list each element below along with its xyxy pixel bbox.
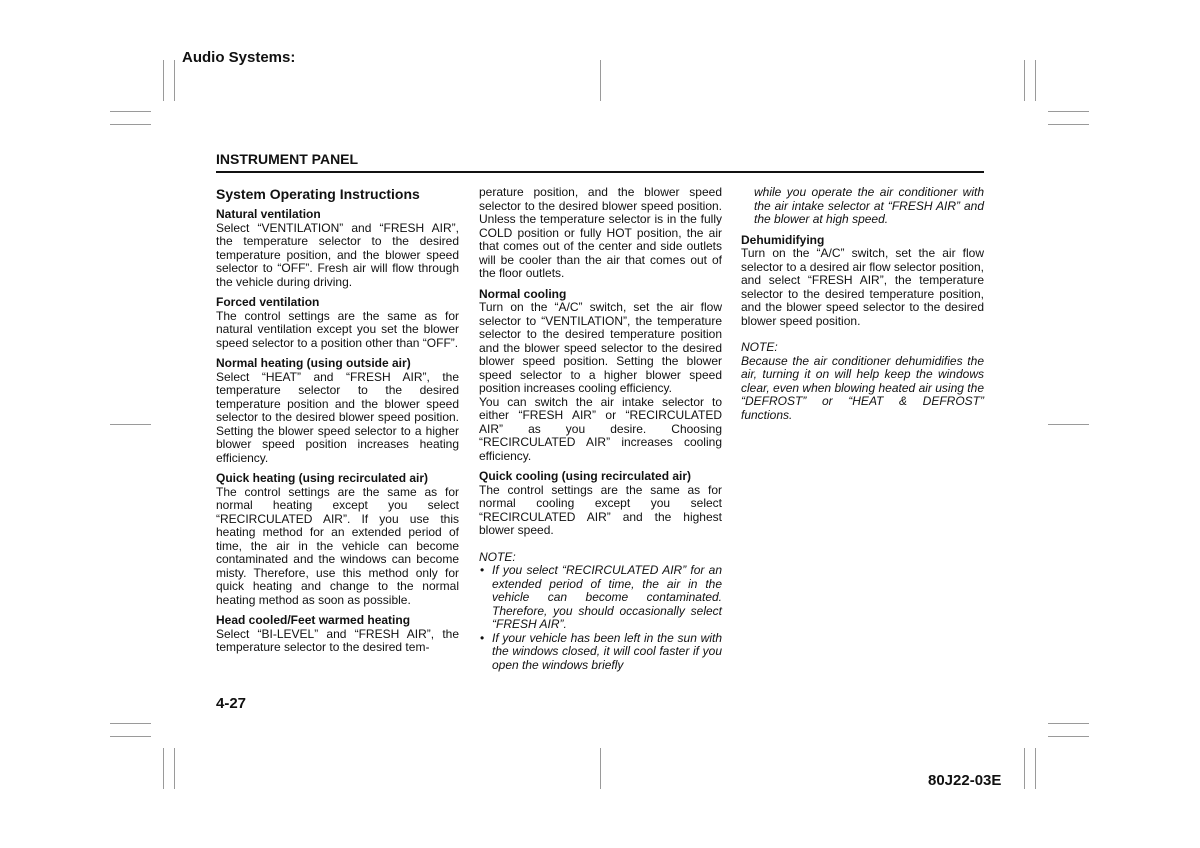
crop-mark — [1048, 736, 1089, 737]
column-1 — [216, 186, 459, 655]
crop-mark — [1048, 424, 1089, 425]
paragraph: Select “VENTILATION” and “FRESH AIR”, the temperature selector to the desired temperature position, and the blower speed selector to “OFF”. Fresh air will flow through the vehicle during driving. — [216, 220, 459, 289]
crop-mark — [1035, 748, 1036, 789]
subheading-dehumidifying: Dehumidifying — [741, 232, 825, 247]
column-2 — [479, 186, 722, 672]
subheading-forced-ventilation: Forced ventilation — [216, 295, 320, 309]
crop-mark — [1048, 111, 1089, 112]
note-label: NOTE: — [479, 549, 516, 564]
paragraph: Select “BI-LEVEL” and “FRESH AIR”, the temperature selector to the desired tem- — [216, 626, 459, 654]
crop-mark — [600, 60, 601, 101]
crop-mark — [110, 736, 151, 737]
running-title: Audio Systems: — [182, 49, 296, 66]
section-heading: System Operating Instructions — [216, 186, 420, 202]
document-code: 80J22-03E — [928, 772, 1002, 789]
crop-mark — [174, 748, 175, 789]
crop-mark — [163, 60, 164, 101]
paragraph: The control settings are the same as for normal cooling except you select “RECIRCULATED AIR” and the highest blower speed. — [479, 482, 722, 537]
paragraph: You can switch the air intake selector to either “FRESH AIR” or “RECIRCULATED AIR” as you desire. Choosing “RECIRCULATED AIR” increases cooling efficiency. — [479, 394, 722, 463]
subheading-quick-cooling: Quick cooling (using recirculated air) — [479, 469, 692, 483]
paragraph: Turn on the “A/C” switch, set the air flow selector to “VENTILATION”, the temperature selector to the desired temperature position and the blower speed selector to the desired blower speed position. Setting the blower speed selector to a higher blower speed position increases cooling efficiency. — [479, 300, 722, 395]
note-list — [479, 564, 722, 672]
note-item: • If you select “RECIRCULATED AIR” for an extended period of time, the air in the vehicle can become contaminated. Therefore, you should occasionally select “FRESH AIR”. — [479, 564, 722, 632]
column-3 — [741, 186, 984, 422]
crop-mark — [1024, 60, 1025, 101]
paragraph: The control settings are the same as for normal heating except you select “RECIRCULATED AIR”. If you use this heating method for an extended period of time, the air in the vehicle can become contaminated and the windows can become misty. Therefore, use this method only for quick heating and change to the normal heating method as soon as possible. — [216, 484, 459, 607]
note-label: NOTE: — [741, 340, 778, 354]
crop-mark — [1048, 124, 1089, 125]
note-item: • If your vehicle has been left in the sun with the windows closed, it will cool faster if you open the windows briefly — [479, 632, 722, 673]
subheading-normal-cooling: Normal cooling — [479, 286, 567, 301]
crop-mark — [174, 60, 175, 101]
subheading-natural-ventilation: Natural ventilation — [216, 207, 321, 221]
crop-mark — [600, 748, 601, 789]
crop-mark — [163, 748, 164, 789]
crop-mark — [110, 111, 151, 112]
paragraph: perature position, and the blower speed selector to the desired blower speed position. Unless the temperature selector is in the fully COLD position or fully HOT position, the air that comes out of the center and side outlets will be cooler than the air that comes out of the floor outlets. — [479, 185, 722, 280]
subheading-head-cooled: Head cooled/Feet warmed heating — [216, 613, 411, 627]
page-number: 4-27 — [216, 695, 247, 712]
crop-mark — [1024, 748, 1025, 789]
paragraph: The control settings are the same as for natural ventilation except you set the blower speed selector to a position other than “OFF”. — [216, 308, 459, 350]
section-header: INSTRUMENT PANEL — [216, 151, 984, 173]
crop-mark — [110, 124, 151, 125]
note-continuation: while you operate the air conditioner with the air intake selector at “FRESH AIR” and the blower at high speed. — [754, 185, 984, 226]
subheading-quick-heating: Quick heating (using recirculated air) — [216, 471, 429, 485]
paragraph: Select “HEAT” and “FRESH AIR”, the temperature selector to the desired temperature position and the blower speed selector to the desired blower speed position. Setting the blower speed selector to a higher blower speed position increases heating efficiency. — [216, 369, 459, 465]
subheading-normal-heating: Normal heating (using outside air) — [216, 356, 411, 370]
crop-mark — [1035, 60, 1036, 101]
crop-mark — [110, 424, 151, 425]
crop-mark — [1048, 723, 1089, 724]
paragraph: Turn on the “A/C” switch, set the air flow selector to a desired air flow selector position, and select “FRESH AIR”, the temperature selector to the desired temperature position, and the blower speed selector to the desired blower speed position. — [741, 246, 984, 328]
note-text: Because the air conditioner dehumidifies the air, turning it on will help keep the windows clear, even when blowing heated air using the “DEFROST” or “HEAT & DEFROST” functions. — [741, 353, 984, 422]
crop-mark — [110, 723, 151, 724]
